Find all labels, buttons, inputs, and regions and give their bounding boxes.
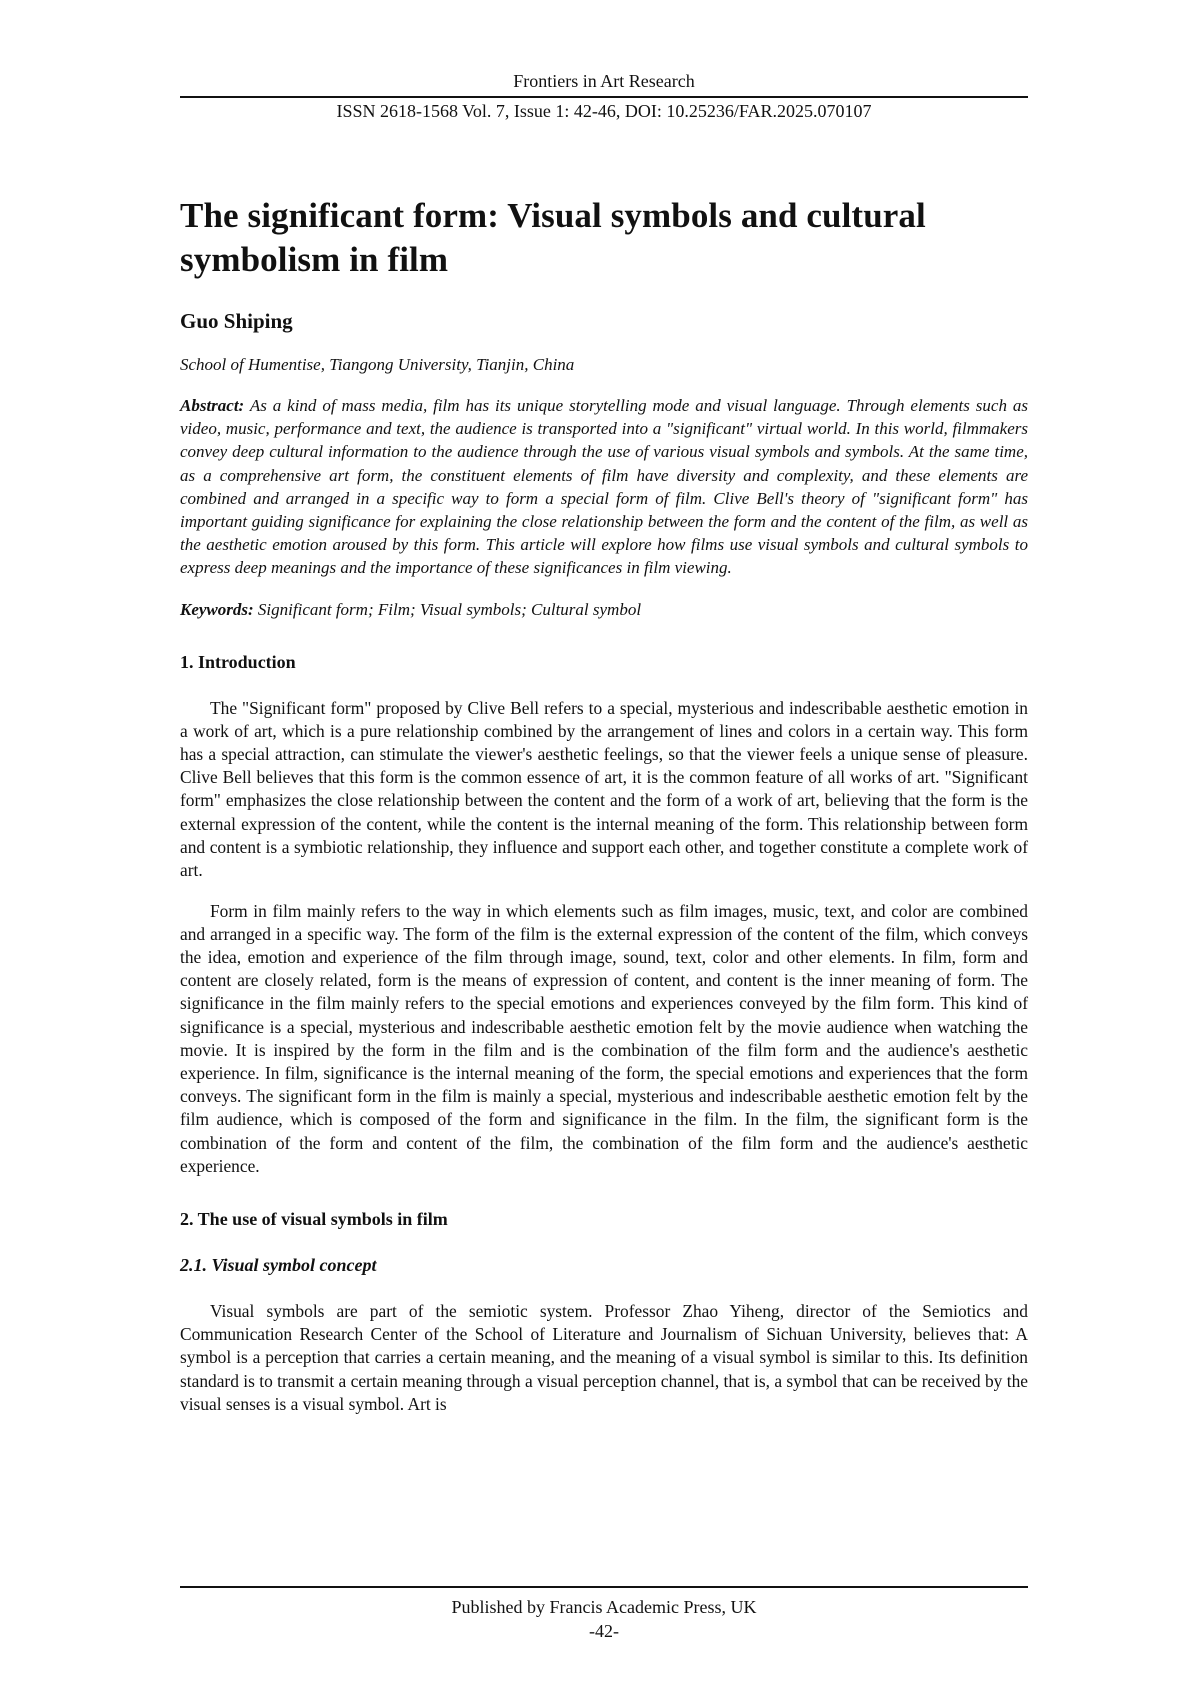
page-number: -42- bbox=[589, 1621, 619, 1641]
page-footer bbox=[180, 1586, 1028, 1642]
keywords bbox=[180, 599, 1028, 621]
journal-name: Frontiers in Art Research bbox=[513, 71, 695, 91]
paragraph: Visual symbols are part of the semiotic system. Professor Zhao Yiheng, director of the Semiotics and Communication Research Center of the School of Literature and Journalism of Sichuan University, believes that: A symbol is a perception that carries a certain meaning, and the meaning of a visual symbol is similar to this. Its definition standard is to transmit a certain meaning through a visual perception channel, that is, a symbol that can be received by the visual senses is a visual symbol. Art is bbox=[180, 1301, 1028, 1414]
article-body bbox=[180, 194, 1028, 1433]
header-divider bbox=[180, 96, 1028, 98]
author-affiliation: School of Humentise, Tiangong University, Tianjin, China bbox=[180, 355, 575, 374]
subsection-heading-visual-symbol-concept: 2.1. Visual symbol concept bbox=[180, 1255, 377, 1276]
keywords-label: Keywords: bbox=[180, 599, 254, 619]
journal-header bbox=[180, 70, 1028, 122]
keywords-text: Significant form; Film; Visual symbols; Cultural symbol bbox=[257, 599, 642, 619]
publisher-line: Published by Francis Academic Press, UK bbox=[451, 1597, 757, 1617]
footer-divider bbox=[180, 1586, 1028, 1588]
article-title: The significant form: Visual symbols and cultural symbolism in film bbox=[180, 196, 926, 279]
paragraph: The "Significant form" proposed by Clive Bell refers to a special, mysterious and indescribable aesthetic emotion in a work of art, which is a pure relationship combined by the arrangement of lines and colors in a certain way. This form has a special attraction, can stimulate the viewer's aesthetic feelings, so that the viewer feels a unique sense of pleasure. Clive Bell believes that this form is the common essence of art, it is the common feature of all works of art. "Significant form" emphasizes the close relationship between the content and the form of a work of art, believing that the form is the external expression of the content, while the content is the internal meaning of the form. This relationship between form and content is a symbiotic relationship, they influence and support each other, and together constitute a complete work of art. bbox=[180, 697, 1028, 881]
abstract-label: Abstract: bbox=[180, 396, 245, 415]
section-heading-visual-symbols: 2. The use of visual symbols in film bbox=[180, 1209, 448, 1230]
author-name: Guo Shiping bbox=[180, 309, 293, 333]
abstract-text: As a kind of mass media, film has its unique storytelling mode and visual language. Through elements such as video, music, performance and text, the audience is transported into a "significant" virtual world. In this world, filmmakers convey deep cultural information to the audience through the use of various visual symbols and symbols. At the same time, as a comprehensive art form, the constituent elements of film have diversity and complexity, and these elements are combined and arranged in a specific way to form a special form of film. Clive Bell's theory of "significant form" has important guiding significance for explaining the close relationship between the form and the content of the film, as well as the aesthetic emotion aroused by this form. This article will explore how films use visual symbols and cultural symbols to express deep meanings and the importance of these significances in film viewing. bbox=[180, 396, 1028, 578]
paragraph: Form in film mainly refers to the way in which elements such as film images, music, text, and color are combined and arranged in a specific way. The form of the film is the external expression of the content of the film, which conveys the idea, emotion and experience of the film through image, sound, text, color and other elements. In film, form and content are closely related, form is the means of expression of content, and content is the inner meaning of form. The significance in the film mainly refers to the special emotions and experiences conveyed by the film form. This kind of significance is a special, mysterious and indescribable aesthetic emotion felt by the movie audience when watching the movie. It is inspired by the form in the film and is the combination of the film form and the audience's aesthetic experience. In film, significance is the internal meaning of the form, the special emotions and experiences that the form conveys. The significant form in the film is mainly a special, mysterious and indescribable aesthetic emotion felt by the film audience, which is composed of the form and significance in the film. In the film, the significant form is the combination of the form and content of the film, the combination of the film form and the audience's aesthetic experience. bbox=[180, 900, 1028, 1176]
issn-line: ISSN 2618-1568 Vol. 7, Issue 1: 42-46, DOI: 10.25236/FAR.2025.070107 bbox=[336, 101, 872, 121]
section-heading-introduction: 1. Introduction bbox=[180, 651, 296, 672]
abstract bbox=[180, 394, 1028, 580]
